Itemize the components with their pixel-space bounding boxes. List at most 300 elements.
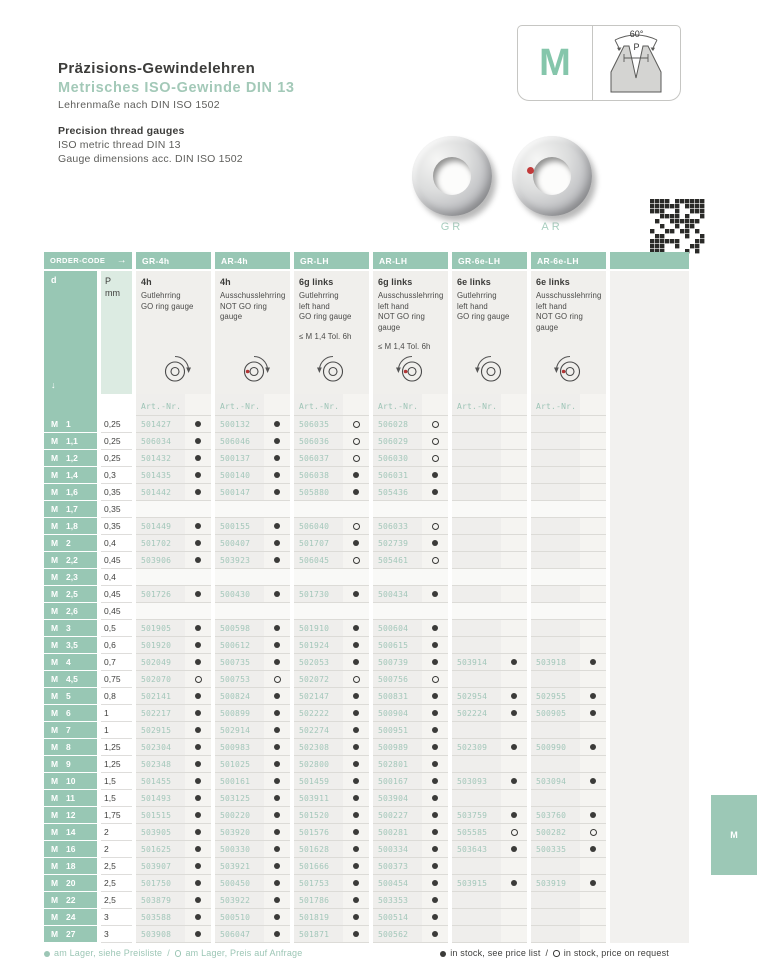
- spec-line: Ausschusslehrring: [220, 291, 286, 301]
- art-number: [136, 501, 185, 518]
- art-number: 500824: [215, 688, 264, 705]
- filler: [610, 671, 689, 688]
- order-cell: [373, 909, 448, 926]
- order-cell: [452, 484, 527, 501]
- table-row: [44, 484, 693, 501]
- order-cell: [531, 841, 606, 858]
- stock-indicator: [343, 790, 369, 807]
- in-stock-dot-icon: [590, 693, 597, 700]
- art-number: 500281: [373, 824, 422, 841]
- pitch-value: 0,7: [101, 654, 132, 671]
- art-number: 506029: [373, 433, 422, 450]
- in-stock-dot-icon: [353, 914, 360, 921]
- stock-indicator: [264, 841, 290, 858]
- size-label: [44, 586, 97, 603]
- order-cell: [215, 637, 290, 654]
- art-number: 500990: [531, 739, 580, 756]
- in-stock-dot-icon: [353, 863, 360, 870]
- stock-indicator: [264, 586, 290, 603]
- art-number: [452, 926, 501, 943]
- table-row: [44, 467, 693, 484]
- in-stock-dot-icon: [274, 523, 281, 530]
- d-label: d: [51, 275, 57, 285]
- art-number: [452, 909, 501, 926]
- stock-indicator: [185, 518, 211, 535]
- stock-indicator: [422, 841, 448, 858]
- stock-indicator: [343, 586, 369, 603]
- filler: [610, 501, 689, 518]
- order-cell: [215, 416, 290, 433]
- column-desc-ar-6e-lh: [531, 271, 606, 395]
- art-number: [452, 858, 501, 875]
- art-number: 501449: [136, 518, 185, 535]
- page-title: Präzisions-Gewindelehren: [58, 60, 256, 77]
- on-request-dot-icon: [353, 438, 360, 445]
- art-number: 501707: [294, 535, 343, 552]
- stock-indicator: [343, 909, 369, 926]
- order-cell: [531, 773, 606, 790]
- art-number: [294, 501, 343, 518]
- art-number: 505461: [373, 552, 422, 569]
- art-number: 506030: [373, 450, 422, 467]
- stock-indicator: [580, 637, 606, 654]
- on-request-dot-icon: [432, 455, 439, 462]
- in-stock-dot-icon: [353, 693, 360, 700]
- table-row: [44, 773, 693, 790]
- stock-indicator: [343, 858, 369, 875]
- order-code-header: [44, 252, 132, 269]
- pitch-value: 0,25: [101, 433, 132, 450]
- order-cell: [215, 484, 290, 501]
- order-cell: [452, 552, 527, 569]
- order-cell: [215, 501, 290, 518]
- stock-indicator: [343, 637, 369, 654]
- art-number: 506035: [294, 416, 343, 433]
- spec-line: GO ring gauge: [299, 312, 352, 322]
- pitch-value: 0,25: [101, 416, 132, 433]
- art-number: 501753: [294, 875, 343, 892]
- on-request-dot-icon: [432, 523, 439, 530]
- stock-indicator: [185, 824, 211, 841]
- stock-indicator: [264, 688, 290, 705]
- order-cell: [136, 501, 211, 518]
- art-number: 502304: [136, 739, 185, 756]
- pitch-value: 0,4: [101, 569, 132, 586]
- header-titles: [58, 60, 295, 165]
- in-stock-dot-icon: [195, 659, 202, 666]
- order-cell: [373, 620, 448, 637]
- stock-indicator: [422, 535, 448, 552]
- filler: [610, 394, 689, 416]
- stock-indicator: [264, 892, 290, 909]
- in-stock-dot-icon: [274, 489, 281, 496]
- stock-indicator: [343, 892, 369, 909]
- arrow-down-icon: ↓: [51, 379, 56, 390]
- art-nr-label: Art.-Nr.: [531, 394, 580, 416]
- order-cell: [136, 450, 211, 467]
- art-number: [531, 603, 580, 620]
- art-number: 502049: [136, 654, 185, 671]
- size-label: [44, 501, 97, 518]
- pitch-value: 0,25: [101, 450, 132, 467]
- in-stock-dot-icon: [432, 693, 439, 700]
- page-title-en: Precision thread gauges: [58, 125, 185, 137]
- art-number: 501493: [136, 790, 185, 807]
- art-number: 502274: [294, 722, 343, 739]
- art-number: [452, 722, 501, 739]
- pitch-value: 2,5: [101, 892, 132, 909]
- in-stock-dot-icon: [432, 795, 439, 802]
- thread-type-badge: [517, 25, 681, 101]
- art-number: 505436: [373, 484, 422, 501]
- art-number: 502955: [531, 688, 580, 705]
- pitch-value: 1,5: [101, 790, 132, 807]
- legend-german: [44, 948, 302, 958]
- size-label: [44, 518, 97, 535]
- size-prefix: M: [51, 436, 59, 446]
- art-number: 503093: [452, 773, 501, 790]
- order-cell: [373, 569, 448, 586]
- stock-indicator: [422, 722, 448, 739]
- art-number: [531, 501, 580, 518]
- order-cell: [452, 722, 527, 739]
- order-cell: [373, 926, 448, 943]
- art-number: 501819: [294, 909, 343, 926]
- art-number: [531, 552, 580, 569]
- art-number: 501702: [136, 535, 185, 552]
- order-cell: [452, 773, 527, 790]
- art-number: [452, 671, 501, 688]
- order-cell: [294, 654, 369, 671]
- art-number: [531, 484, 580, 501]
- size-prefix: M: [51, 861, 59, 871]
- spec-line: Gutlehrring: [457, 291, 497, 301]
- art-number: [452, 416, 501, 433]
- order-cell: [294, 416, 369, 433]
- order-cell: [531, 739, 606, 756]
- in-stock-dot-icon: [274, 472, 281, 479]
- order-cell: [531, 654, 606, 671]
- order-cell: [531, 484, 606, 501]
- in-stock-dot-icon: [432, 846, 439, 853]
- order-cell: [294, 773, 369, 790]
- stock-indicator: [185, 416, 211, 433]
- in-stock-dot-icon: [353, 727, 360, 734]
- in-stock-dot-icon: [432, 931, 439, 938]
- in-stock-dot-icon: [195, 761, 202, 768]
- order-cell: [452, 858, 527, 875]
- art-number: 500951: [373, 722, 422, 739]
- order-cell: [294, 569, 369, 586]
- size-prefix: M: [51, 657, 59, 667]
- order-cell: [294, 501, 369, 518]
- column-desc-gr-6e-lh: [452, 271, 527, 395]
- size-prefix: M: [51, 742, 59, 752]
- stock-indicator: [422, 756, 448, 773]
- size-label: [44, 603, 97, 620]
- order-cell: [373, 467, 448, 484]
- on-request-dot-icon: [590, 829, 597, 836]
- stock-indicator: [501, 773, 527, 790]
- order-cell: [373, 773, 448, 790]
- order-cell: [136, 858, 211, 875]
- order-cell: [294, 688, 369, 705]
- pitch-value: 1,25: [101, 739, 132, 756]
- size-prefix: M: [51, 521, 59, 531]
- size-label: [44, 637, 97, 654]
- in-stock-dot-icon: [590, 744, 597, 751]
- size-label: [44, 892, 97, 909]
- order-cell: [373, 892, 448, 909]
- stock-indicator: [422, 586, 448, 603]
- stock-indicator: [264, 552, 290, 569]
- order-cell: [531, 501, 606, 518]
- stock-indicator: [185, 790, 211, 807]
- order-cell: [136, 467, 211, 484]
- stock-indicator: [501, 450, 527, 467]
- order-cell: [215, 450, 290, 467]
- order-cell: [531, 552, 606, 569]
- size-value: 1,8: [66, 521, 78, 531]
- table-row: [44, 926, 693, 943]
- stock-indicator: [264, 722, 290, 739]
- art-number: [452, 790, 501, 807]
- art-number: [294, 569, 343, 586]
- column-header-ar-6e-lh: AR-6e-LH: [531, 252, 606, 269]
- order-cell: [215, 807, 290, 824]
- filler: [610, 620, 689, 637]
- size-label: [44, 722, 97, 739]
- on-request-dot-icon: [274, 676, 281, 683]
- stock-indicator: [501, 824, 527, 841]
- table-row: [44, 433, 693, 450]
- column-desc-gr-lh: [294, 271, 369, 395]
- size-value: 14: [66, 827, 76, 837]
- art-number: 506046: [215, 433, 264, 450]
- in-stock-dot-icon: [274, 642, 281, 649]
- in-stock-dot-icon: [274, 557, 281, 564]
- stock-indicator: [185, 909, 211, 926]
- metric-symbol: M: [518, 26, 593, 100]
- order-cell: [373, 654, 448, 671]
- art-number: 500904: [373, 705, 422, 722]
- stock-indicator: [501, 926, 527, 943]
- table-row: [44, 586, 693, 603]
- stock-indicator: [264, 535, 290, 552]
- order-cell: [294, 858, 369, 875]
- stock-indicator: [264, 518, 290, 535]
- art-nr-label: Art.-Nr.: [294, 394, 343, 416]
- stock-indicator: [580, 790, 606, 807]
- in-stock-dot-icon: [432, 829, 439, 836]
- art-number: 500334: [373, 841, 422, 858]
- size-label: [44, 654, 97, 671]
- size-label: [44, 756, 97, 773]
- pitch-value: 2,5: [101, 875, 132, 892]
- spec-line: 4h: [220, 277, 231, 287]
- art-number: 501750: [136, 875, 185, 892]
- size-value: 3,5: [66, 640, 78, 650]
- size-value: 1,7: [66, 504, 78, 514]
- order-cell: [373, 875, 448, 892]
- order-cell: [215, 467, 290, 484]
- stock-indicator: [185, 484, 211, 501]
- stock-indicator: [264, 603, 290, 620]
- stock-indicator: [343, 773, 369, 790]
- art-number: 501427: [136, 416, 185, 433]
- stock-indicator: [580, 926, 606, 943]
- art-number: 506047: [215, 926, 264, 943]
- column-desc-gr-4h: [136, 271, 211, 395]
- go-ring-gauge-image: [412, 136, 492, 216]
- stock-indicator: [501, 671, 527, 688]
- art-number: 503760: [531, 807, 580, 824]
- stock-indicator: [264, 637, 290, 654]
- order-cell: [215, 926, 290, 943]
- size-value: 1,6: [66, 487, 78, 497]
- in-stock-dot-icon: [432, 472, 439, 479]
- order-cell: [136, 535, 211, 552]
- art-number: 503588: [136, 909, 185, 926]
- in-stock-dot-icon: [511, 744, 518, 751]
- ring-ccw-icon: [313, 353, 353, 389]
- filler: [610, 807, 689, 824]
- order-cell: [373, 688, 448, 705]
- on-request-dot-icon: [511, 829, 518, 836]
- in-stock-dot-icon: [195, 914, 202, 921]
- order-cell: [136, 807, 211, 824]
- filler: [610, 841, 689, 858]
- arrow-right-icon: →: [116, 255, 127, 266]
- art-number: 500612: [215, 637, 264, 654]
- stock-indicator: [264, 739, 290, 756]
- size-prefix: M: [51, 929, 59, 939]
- art-number: [531, 637, 580, 654]
- in-stock-dot-icon: [274, 914, 281, 921]
- order-cell: [294, 875, 369, 892]
- table-row: [44, 790, 693, 807]
- size-prefix: M: [51, 878, 59, 888]
- table-row: [44, 518, 693, 535]
- art-number: [452, 518, 501, 535]
- art-number: 503906: [136, 552, 185, 569]
- on-request-dot-icon: [195, 676, 202, 683]
- art-number: 502217: [136, 705, 185, 722]
- open-dot-icon: [553, 950, 560, 957]
- in-stock-dot-icon: [432, 659, 439, 666]
- table-row: [44, 620, 693, 637]
- in-stock-dot-icon: [432, 710, 439, 717]
- pitch-value: 0,45: [101, 603, 132, 620]
- size-label: [44, 688, 97, 705]
- art-number: 506037: [294, 450, 343, 467]
- stock-indicator: [501, 654, 527, 671]
- art-number: 500510: [215, 909, 264, 926]
- in-stock-dot-icon: [274, 897, 281, 904]
- order-cell: [294, 535, 369, 552]
- order-cell: [215, 518, 290, 535]
- art-number: 500373: [373, 858, 422, 875]
- on-request-dot-icon: [353, 557, 360, 564]
- table-row: [44, 739, 693, 756]
- stock-indicator: [422, 552, 448, 569]
- art-number: 501910: [294, 620, 343, 637]
- not-go-ring-gauge-label: AR: [541, 221, 563, 233]
- size-label: [44, 909, 97, 926]
- in-stock-dot-icon: [353, 642, 360, 649]
- order-cell: [531, 807, 606, 824]
- order-cell: [373, 722, 448, 739]
- order-cell: [136, 824, 211, 841]
- art-number: 503094: [531, 773, 580, 790]
- order-cell: [373, 518, 448, 535]
- stock-indicator: [422, 688, 448, 705]
- stock-indicator: [422, 671, 448, 688]
- in-stock-dot-icon: [432, 625, 439, 632]
- order-cell: [215, 756, 290, 773]
- art-number: 501786: [294, 892, 343, 909]
- in-stock-dot-icon: [274, 421, 281, 428]
- art-number: 500220: [215, 807, 264, 824]
- page-note-de: Lehrenmaße nach DIN ISO 1502: [58, 99, 220, 111]
- stock-indicator: [264, 501, 290, 518]
- spec-line: left hand: [299, 301, 330, 311]
- in-stock-dot-icon: [195, 489, 202, 496]
- stock-indicator: [185, 637, 211, 654]
- size-prefix: M: [51, 555, 59, 565]
- stock-indicator: [185, 926, 211, 943]
- legend-en-filled-text: in stock, see price list: [450, 948, 541, 958]
- in-stock-dot-icon: [432, 642, 439, 649]
- size-prefix: M: [51, 776, 59, 786]
- size-label: [44, 773, 97, 790]
- section-tab-m[interactable]: M: [711, 795, 757, 875]
- stock-indicator: [185, 858, 211, 875]
- size-value: 20: [66, 878, 76, 888]
- in-stock-dot-icon: [590, 710, 597, 717]
- art-number: [452, 586, 501, 603]
- order-cell: [452, 637, 527, 654]
- art-number: 500161: [215, 773, 264, 790]
- stock-indicator: [422, 705, 448, 722]
- art-number: 506028: [373, 416, 422, 433]
- column-desc-ar-lh: [373, 271, 448, 395]
- stock-legend: [44, 948, 669, 958]
- table-row: [44, 688, 693, 705]
- order-cell: [215, 841, 290, 858]
- stock-indicator: [264, 926, 290, 943]
- order-cell: [294, 739, 369, 756]
- stock-indicator: [264, 773, 290, 790]
- column-header-gr-4h: GR-4h: [136, 252, 211, 269]
- order-cell: [452, 926, 527, 943]
- size-value: 27: [66, 929, 76, 939]
- stock-indicator: [501, 518, 527, 535]
- stock-indicator: [343, 484, 369, 501]
- in-stock-dot-icon: [353, 540, 360, 547]
- in-stock-dot-icon: [195, 829, 202, 836]
- order-cell: [136, 892, 211, 909]
- art-number: 502141: [136, 688, 185, 705]
- order-cell: [294, 603, 369, 620]
- art-number: 503905: [136, 824, 185, 841]
- stock-indicator: [580, 824, 606, 841]
- size-label: [44, 620, 97, 637]
- art-number: [531, 535, 580, 552]
- order-cell: [373, 450, 448, 467]
- size-value: 24: [66, 912, 76, 922]
- stock-indicator: [580, 688, 606, 705]
